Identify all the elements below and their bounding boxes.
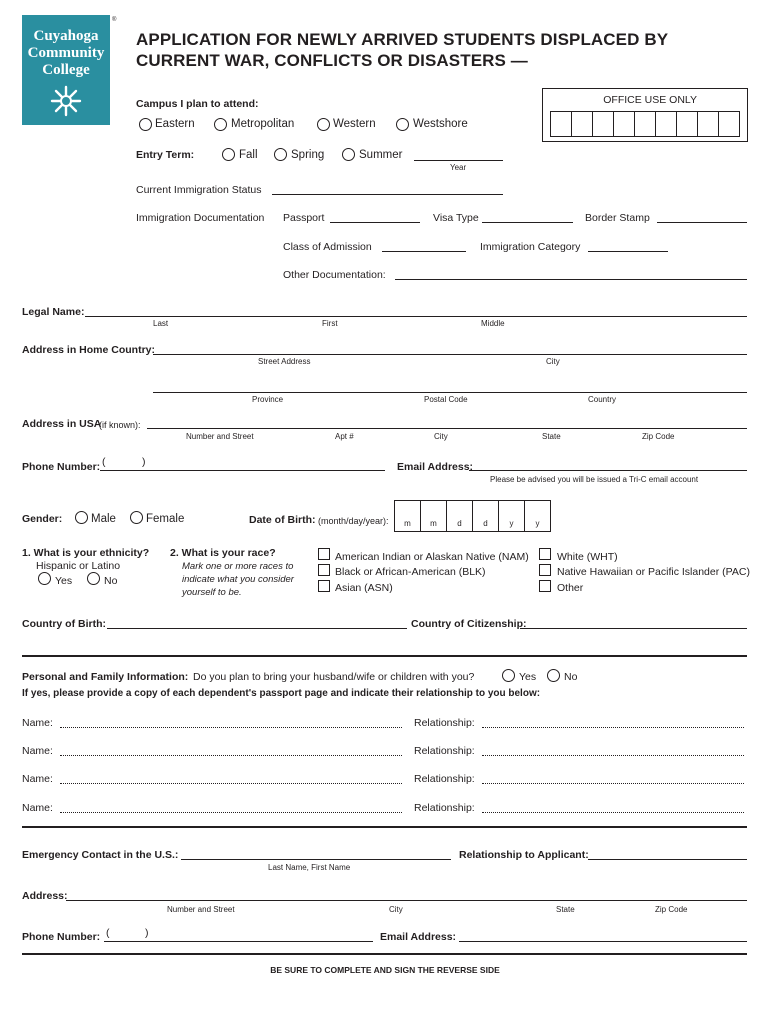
office-cell bbox=[697, 111, 719, 137]
dependent-relationship-field-2[interactable] bbox=[482, 755, 744, 756]
race-note-3: yourself to be. bbox=[182, 587, 242, 598]
usa-zip-caption: Zip Code bbox=[642, 432, 675, 441]
dependent-name-field-1[interactable] bbox=[60, 727, 402, 728]
gender-female-label: Female bbox=[146, 513, 185, 525]
emergency-phone-field[interactable] bbox=[104, 941, 373, 942]
term-fall-label: Fall bbox=[239, 149, 258, 161]
section-divider bbox=[22, 953, 747, 955]
street-address-caption: Street Address bbox=[258, 357, 311, 366]
province-caption: Province bbox=[252, 395, 284, 404]
usa-city-caption: City bbox=[434, 432, 448, 441]
email-note: Please be advised you will be issued a Tri-C email account bbox=[490, 475, 699, 484]
emergency-address-field[interactable] bbox=[66, 900, 747, 901]
campus-label: Campus I plan to attend: bbox=[136, 98, 259, 110]
home-city-caption: City bbox=[546, 357, 560, 366]
class-of-admission-label: Class of Admission bbox=[283, 241, 372, 253]
family-yes-radio[interactable] bbox=[502, 669, 515, 682]
race-other-checkbox[interactable] bbox=[539, 580, 551, 592]
race-blk-label: Black or African-American (BLK) bbox=[335, 566, 486, 578]
ethnicity-no-radio[interactable] bbox=[87, 572, 100, 585]
office-cell bbox=[592, 111, 614, 137]
border-stamp-field[interactable] bbox=[657, 222, 747, 223]
year-caption: Year bbox=[450, 163, 467, 172]
usa-state-caption: State bbox=[542, 432, 561, 441]
dob-cell-m[interactable]: m bbox=[394, 500, 421, 532]
emergency-email-label: Email Address: bbox=[380, 931, 457, 943]
entry-term-label: Entry Term: bbox=[136, 149, 195, 161]
emergency-relationship-label: Relationship to Applicant: bbox=[459, 849, 589, 861]
race-blk-checkbox[interactable] bbox=[318, 564, 330, 576]
dob-format: (month/day/year): bbox=[318, 516, 389, 526]
term-summer-radio[interactable] bbox=[342, 148, 355, 161]
emergency-street-caption: Number and Street bbox=[167, 905, 235, 914]
dependent-relationship-field-4[interactable] bbox=[482, 812, 744, 813]
office-use-cells bbox=[551, 111, 740, 135]
citizenship-field[interactable] bbox=[520, 628, 747, 629]
campus-western-label: Western bbox=[333, 118, 376, 130]
ethnicity-yes-radio[interactable] bbox=[38, 572, 51, 585]
snowflake-icon bbox=[50, 85, 82, 117]
dependent-relationship-label-2: Relationship: bbox=[414, 745, 475, 757]
section-divider bbox=[22, 655, 747, 657]
gender-female-radio[interactable] bbox=[130, 511, 143, 524]
last-name-caption: Last bbox=[153, 319, 169, 328]
home-address-label: Address in Home Country: bbox=[22, 344, 156, 356]
emergency-state-caption: State bbox=[556, 905, 575, 914]
gender-label: Gender: bbox=[22, 513, 63, 525]
title-line-2: CURRENT WAR, CONFLICTS OR DISASTERS — bbox=[136, 51, 528, 70]
dob-cell-m[interactable]: m bbox=[420, 500, 447, 532]
race-question: 2. What is your race? bbox=[170, 547, 276, 559]
phone-paren-close: ) bbox=[142, 456, 146, 468]
immigration-documentation-label: Immigration Documentation bbox=[136, 212, 265, 224]
visa-type-field[interactable] bbox=[482, 222, 573, 223]
dependent-name-label-3: Name: bbox=[22, 773, 53, 785]
ethnicity-no-label: No bbox=[104, 575, 118, 587]
college-logo bbox=[22, 15, 110, 125]
office-cell bbox=[718, 111, 740, 137]
usa-address-label: Address in USA bbox=[22, 418, 102, 430]
class-of-admission-field[interactable] bbox=[382, 251, 466, 252]
email-field[interactable] bbox=[469, 470, 747, 471]
visa-type-label: Visa Type bbox=[433, 212, 479, 224]
emergency-relationship-field[interactable] bbox=[588, 859, 747, 860]
dependent-relationship-field-1[interactable] bbox=[482, 727, 744, 728]
dependent-name-field-2[interactable] bbox=[60, 755, 402, 756]
family-question: Do you plan to bring your husband/wife or children with you? bbox=[193, 671, 475, 683]
emergency-phone-label: Phone Number: bbox=[22, 931, 101, 943]
dependent-name-label-2: Name: bbox=[22, 745, 53, 757]
office-use-label: OFFICE USE ONLY bbox=[603, 94, 697, 106]
immigration-status-label: Current Immigration Status bbox=[136, 184, 262, 196]
usa-address-field[interactable] bbox=[147, 428, 747, 429]
dob-label: Date of Birth: bbox=[249, 514, 316, 526]
race-nam-checkbox[interactable] bbox=[318, 548, 330, 560]
country-caption: Country bbox=[588, 395, 617, 404]
country-of-birth-label: Country of Birth: bbox=[22, 618, 106, 630]
passport-label: Passport bbox=[283, 212, 325, 224]
postal-code-caption: Postal Code bbox=[424, 395, 468, 404]
campus-metropolitan-radio[interactable] bbox=[214, 118, 227, 131]
emergency-phone-paren-close: ) bbox=[145, 927, 149, 939]
phone-field[interactable] bbox=[100, 470, 385, 471]
logo-line-2: Community bbox=[27, 45, 105, 61]
campus-westshore-label: Westshore bbox=[413, 118, 468, 130]
office-cell bbox=[550, 111, 572, 137]
footer-note: BE SURE TO COMPLETE AND SIGN THE REVERSE SIDE bbox=[270, 965, 500, 975]
race-other-label: Other bbox=[557, 582, 584, 594]
family-yes-label: Yes bbox=[519, 671, 537, 683]
campus-eastern-radio[interactable] bbox=[139, 118, 152, 131]
title-line-1: APPLICATION FOR NEWLY ARRIVED STUDENTS DISPLACED BY bbox=[136, 30, 669, 49]
office-cell bbox=[634, 111, 656, 137]
email-label: Email Address: bbox=[397, 461, 474, 473]
race-asn-label: Asian (ASN) bbox=[335, 582, 393, 594]
citizenship-label: Country of Citizenship: bbox=[411, 618, 527, 630]
usa-if-known: (if known): bbox=[99, 420, 141, 430]
race-pac-checkbox[interactable] bbox=[539, 564, 551, 576]
race-note-2: indicate what you consider bbox=[182, 574, 294, 585]
term-summer-label: Summer bbox=[359, 149, 403, 161]
dependent-relationship-label-1: Relationship: bbox=[414, 717, 475, 729]
race-nam-label: American Indian or Alaskan Native (NAM) bbox=[335, 551, 529, 563]
dob-cell-y[interactable]: y bbox=[524, 500, 551, 532]
term-fall-radio[interactable] bbox=[222, 148, 235, 161]
family-label: Personal and Family Information: bbox=[22, 671, 189, 683]
race-pac-label: Native Hawaiian or Pacific Islander (PAC) bbox=[557, 566, 750, 578]
emergency-contact-field[interactable] bbox=[181, 859, 451, 860]
emergency-contact-label: Emergency Contact in the U.S.: bbox=[22, 849, 179, 861]
page-title bbox=[136, 29, 668, 71]
race-note-1: Mark one or more races to bbox=[182, 561, 294, 572]
dob-cell-d[interactable]: d bbox=[446, 500, 473, 532]
campus-eastern-label: Eastern bbox=[155, 118, 195, 130]
immigration-category-label: Immigration Category bbox=[480, 241, 581, 253]
office-cell bbox=[571, 111, 593, 137]
legal-name-label: Legal Name: bbox=[22, 306, 85, 318]
section-divider bbox=[22, 826, 747, 828]
term-spring-radio[interactable] bbox=[274, 148, 287, 161]
passport-field[interactable] bbox=[330, 222, 420, 223]
family-no-label: No bbox=[564, 671, 578, 683]
dependent-relationship-label-3: Relationship: bbox=[414, 773, 475, 785]
immigration-category-field[interactable] bbox=[588, 251, 668, 252]
logo-line-3: College bbox=[42, 62, 90, 78]
middle-name-caption: Middle bbox=[481, 319, 505, 328]
usa-street-caption: Number and Street bbox=[186, 432, 254, 441]
other-documentation-label: Other Documentation: bbox=[283, 269, 386, 281]
dependent-name-label-1: Name: bbox=[22, 717, 53, 729]
campus-westshore-radio[interactable] bbox=[396, 118, 409, 131]
dependent-relationship-label-4: Relationship: bbox=[414, 802, 475, 814]
registered-mark: ® bbox=[112, 17, 117, 23]
dob-field[interactable] bbox=[395, 500, 551, 530]
gender-male-radio[interactable] bbox=[75, 511, 88, 524]
race-wht-checkbox[interactable] bbox=[539, 548, 551, 560]
office-use-box bbox=[542, 88, 748, 142]
dependent-name-label-4: Name: bbox=[22, 802, 53, 814]
gender-male-label: Male bbox=[91, 513, 116, 525]
emergency-name-caption: Last Name, First Name bbox=[268, 863, 351, 872]
race-asn-checkbox[interactable] bbox=[318, 580, 330, 592]
immigration-status-field[interactable] bbox=[272, 194, 503, 195]
ethnicity-question: 1. What is your ethnicity? bbox=[22, 547, 150, 559]
race-wht-label: White (WHT) bbox=[557, 551, 618, 563]
phone-paren-open: ( bbox=[102, 456, 106, 468]
border-stamp-label: Border Stamp bbox=[585, 212, 650, 224]
emergency-email-field[interactable] bbox=[459, 941, 747, 942]
ethnicity-sub: Hispanic or Latino bbox=[36, 560, 121, 572]
ethnicity-yes-label: Yes bbox=[55, 575, 73, 587]
dependent-name-field-3[interactable] bbox=[60, 783, 402, 784]
year-field[interactable] bbox=[414, 160, 503, 161]
home-address-field-2[interactable] bbox=[153, 392, 747, 393]
emergency-zip-caption: Zip Code bbox=[655, 905, 688, 914]
other-documentation-field[interactable] bbox=[395, 279, 747, 280]
emergency-address-label: Address: bbox=[22, 890, 68, 902]
office-cell bbox=[655, 111, 677, 137]
term-spring-label: Spring bbox=[291, 149, 325, 161]
emergency-phone-paren-open: ( bbox=[106, 927, 110, 939]
campus-western-radio[interactable] bbox=[317, 118, 330, 131]
first-name-caption: First bbox=[322, 319, 338, 328]
dob-cell-y[interactable]: y bbox=[498, 500, 525, 532]
family-instruction: If yes, please provide a copy of each dependent's passport page and indicate their relationship to you below: bbox=[22, 688, 541, 699]
country-of-birth-field[interactable] bbox=[107, 628, 407, 629]
dependent-name-field-4[interactable] bbox=[60, 812, 402, 813]
dob-cell-d[interactable]: d bbox=[472, 500, 499, 532]
logo-line-1: Cuyahoga bbox=[33, 28, 99, 44]
legal-name-field[interactable] bbox=[85, 316, 747, 317]
phone-label: Phone Number: bbox=[22, 461, 101, 473]
dependent-relationship-field-3[interactable] bbox=[482, 783, 744, 784]
campus-metropolitan-label: Metropolitan bbox=[231, 118, 295, 130]
home-address-field-1[interactable] bbox=[153, 354, 747, 355]
family-no-radio[interactable] bbox=[547, 669, 560, 682]
office-cell bbox=[613, 111, 635, 137]
office-cell bbox=[676, 111, 698, 137]
emergency-city-caption: City bbox=[389, 905, 403, 914]
apt-caption: Apt # bbox=[335, 432, 354, 441]
